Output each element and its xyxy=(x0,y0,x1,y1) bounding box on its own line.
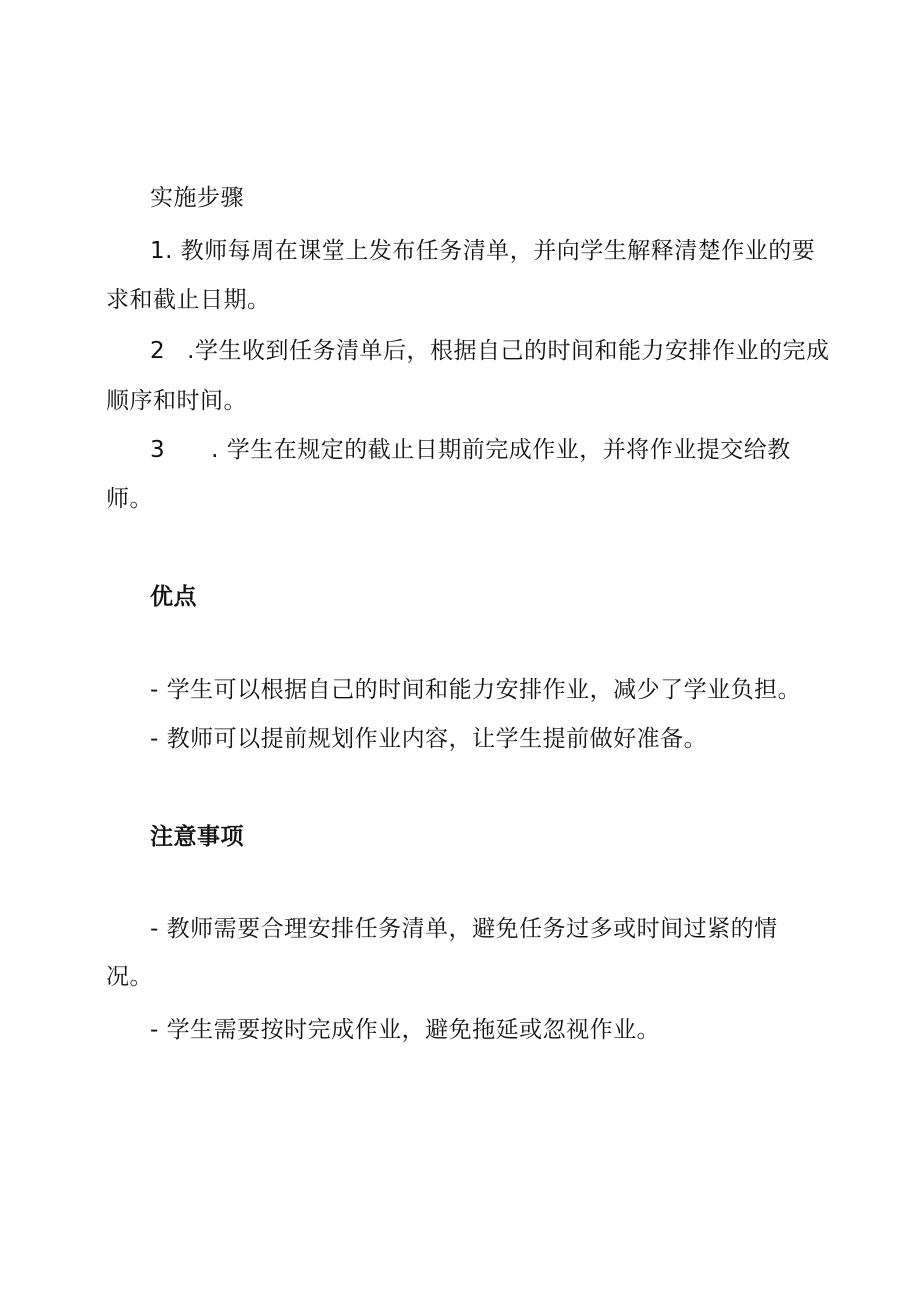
advantage-item-2: - 教师可以提前规划作业内容，让学生提前做好准备。 xyxy=(150,726,708,752)
step-2-number: 2 xyxy=(150,338,166,364)
step-2-line-1 xyxy=(150,336,829,366)
note-item-1-line-2: 况。 xyxy=(106,964,153,990)
advantage-item-1: - 学生可以根据自己的时间和能力安排作业，减少了学业负担。 xyxy=(150,677,802,703)
step-2-text: .学生收到任务清单后，根据自己的时间和能力安排作业的完成 xyxy=(187,338,830,364)
step-3-text: . 学生在规定的截止日期前完成作业，并将作业提交给教 xyxy=(211,437,791,463)
step-3-number: 3 xyxy=(150,437,166,463)
notes-heading: 注意事项 xyxy=(150,824,244,850)
note-item-1-line-1: - 教师需要合理安排任务清单，避免任务过多或时间过紧的情 xyxy=(150,916,778,942)
step-3-line-1 xyxy=(150,435,791,465)
step-1-line-2: 求和截止日期。 xyxy=(106,287,271,313)
step-2-line-2: 顺序和时间。 xyxy=(106,388,247,414)
note-item-2: - 学生需要按时完成作业，避免拖延或忽视作业。 xyxy=(150,1017,661,1043)
advantages-heading: 优点 xyxy=(150,584,197,610)
steps-heading: 实施步骤 xyxy=(150,185,244,211)
step-1-line-1: 1. 教师每周在课堂上发布任务清单，并向学生解释清楚作业的要 xyxy=(150,238,816,264)
step-3-line-2: 师。 xyxy=(106,486,153,512)
